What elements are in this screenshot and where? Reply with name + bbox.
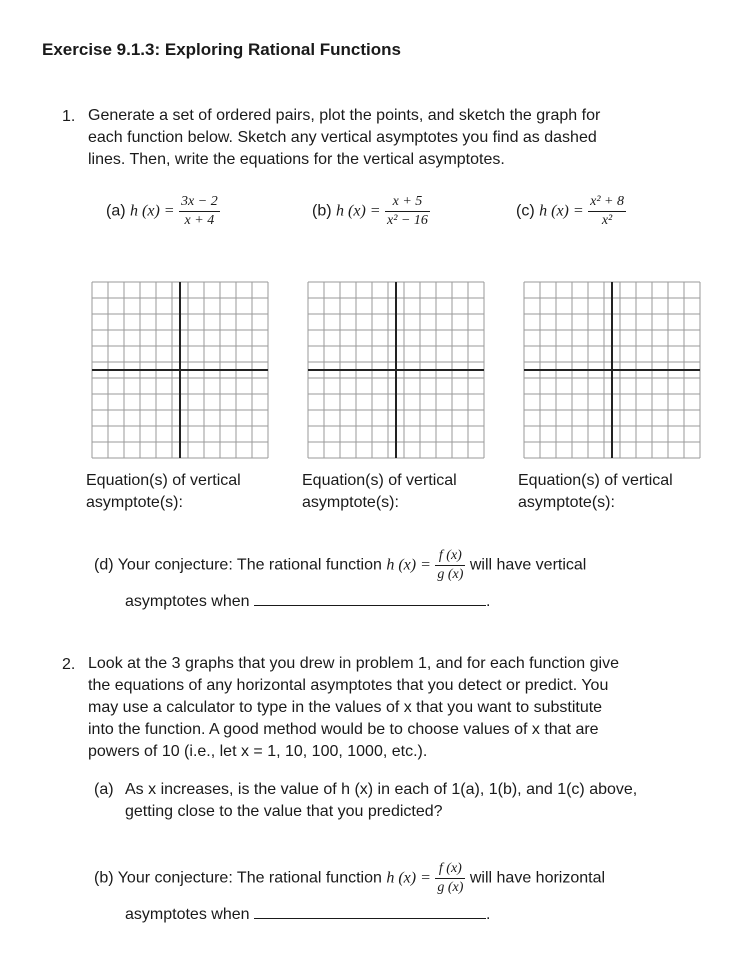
problem-2-line-2: the equations of any horizontal asymptotes that you detect or predict. You: [88, 677, 609, 694]
conjecture-2b-line-2-text: asymptotes when: [125, 906, 250, 923]
conjecture-2b-answer-blank[interactable]: [254, 902, 486, 919]
problem-1-number: 1.: [62, 108, 76, 125]
conjecture-d-after: will have vertical: [469, 556, 587, 574]
conjecture-2b-fraction: [435, 861, 465, 896]
graph-grid-b[interactable]: [307, 281, 485, 459]
problem-1-line-1: Generate a set of ordered pairs, plot the points, and sketch the graph for: [88, 107, 601, 124]
problem-2-line-4: into the function. A good method would be to choose values of x that are: [88, 721, 599, 738]
conjecture-d-denominator: g (x): [437, 567, 464, 582]
function-b-fraction: [385, 194, 430, 229]
function-b-lhs: h (x) =: [336, 202, 381, 220]
function-a-denominator: x + 4: [184, 213, 215, 228]
conjecture-d-text: Your conjecture: The rational function: [117, 556, 382, 574]
function-c-numerator: x² + 8: [588, 194, 626, 212]
problem-2-line-5: powers of 10 (i.e., let x = 1, 10, 100, 1000, etc.).: [88, 743, 428, 760]
conjecture-d-line-2-text: asymptotes when: [125, 593, 250, 610]
conjecture-2b-numerator: f (x): [435, 861, 465, 879]
function-a: [106, 194, 220, 229]
function-a-label: (a): [106, 202, 126, 220]
asymptote-label-b: [302, 470, 457, 514]
conjecture-d-fraction: [435, 548, 465, 583]
conjecture-d-line-1: [94, 548, 586, 583]
conjecture-2b-after: will have horizontal: [469, 869, 606, 887]
asymptote-label-a-line-1: Equation(s) of vertical: [86, 472, 241, 489]
conjecture-d-period: .: [485, 593, 491, 610]
function-a-fraction: [179, 194, 220, 229]
function-c-label: (c): [516, 202, 535, 220]
asymptote-label-b-line-1: Equation(s) of vertical: [302, 472, 457, 489]
conjecture-2b-lhs: h (x) =: [386, 869, 431, 887]
conjecture-d-numerator: f (x): [435, 548, 465, 566]
conjecture-2b-period: .: [485, 906, 491, 923]
asymptote-label-c: [518, 470, 673, 514]
conjecture-d-line-2: [125, 589, 490, 611]
problem-2-number: 2.: [62, 656, 76, 673]
problem-1-text: [88, 105, 728, 171]
problem-1-line-2: each function below. Sketch any vertical asymptotes you find as dashed: [88, 129, 597, 146]
function-b-denominator: x² − 16: [387, 213, 428, 228]
graph-grid-c[interactable]: [523, 281, 701, 459]
function-b-label: (b): [312, 202, 332, 220]
function-c-lhs: h (x) =: [539, 202, 584, 220]
asymptote-label-b-line-2: asymptote(s):: [302, 494, 399, 511]
conjecture-2b-denominator: g (x): [437, 880, 464, 895]
function-b-numerator: x + 5: [385, 194, 430, 212]
problem-2-line-3: may use a calculator to type in the values of x that you want to substitute: [88, 699, 603, 716]
conjecture-2b-line-2: [125, 902, 490, 924]
page-title: Exercise 9.1.3: Exploring Rational Functions: [42, 40, 401, 59]
graph-grid-a[interactable]: [91, 281, 269, 459]
conjecture-d-label: (d): [94, 556, 114, 574]
question-2a-line-1: As x increases, is the value of h (x) in each of 1(a), 1(b), and 1(c) above,: [125, 781, 638, 798]
asymptote-label-a-line-2: asymptote(s):: [86, 494, 183, 511]
problem-2-text: [88, 653, 733, 763]
question-2a-text: [125, 779, 735, 823]
conjecture-2b-text: Your conjecture: The rational function: [117, 869, 382, 887]
asymptote-label-c-line-2: asymptote(s):: [518, 494, 615, 511]
conjecture-d-answer-blank[interactable]: [254, 589, 486, 606]
function-a-numerator: 3x − 2: [179, 194, 220, 212]
function-b: [312, 194, 430, 229]
problem-2-line-1: Look at the 3 graphs that you drew in problem 1, and for each function give: [88, 655, 619, 672]
function-a-lhs: h (x) =: [130, 202, 175, 220]
asymptote-label-c-line-1: Equation(s) of vertical: [518, 472, 673, 489]
function-c-denominator: x²: [601, 213, 613, 228]
function-c-fraction: [588, 194, 626, 229]
asymptote-label-a: [86, 470, 241, 514]
question-2a-label: (a): [94, 781, 114, 798]
conjecture-d-lhs: h (x) =: [386, 556, 431, 574]
conjecture-2b-line-1: [94, 861, 605, 896]
problem-1-line-3: lines. Then, write the equations for the vertical asymptotes.: [88, 151, 505, 168]
conjecture-2b-label: (b): [94, 869, 114, 887]
question-2a-line-2: getting close to the value that you predicted?: [125, 803, 443, 820]
function-c: [516, 194, 626, 229]
